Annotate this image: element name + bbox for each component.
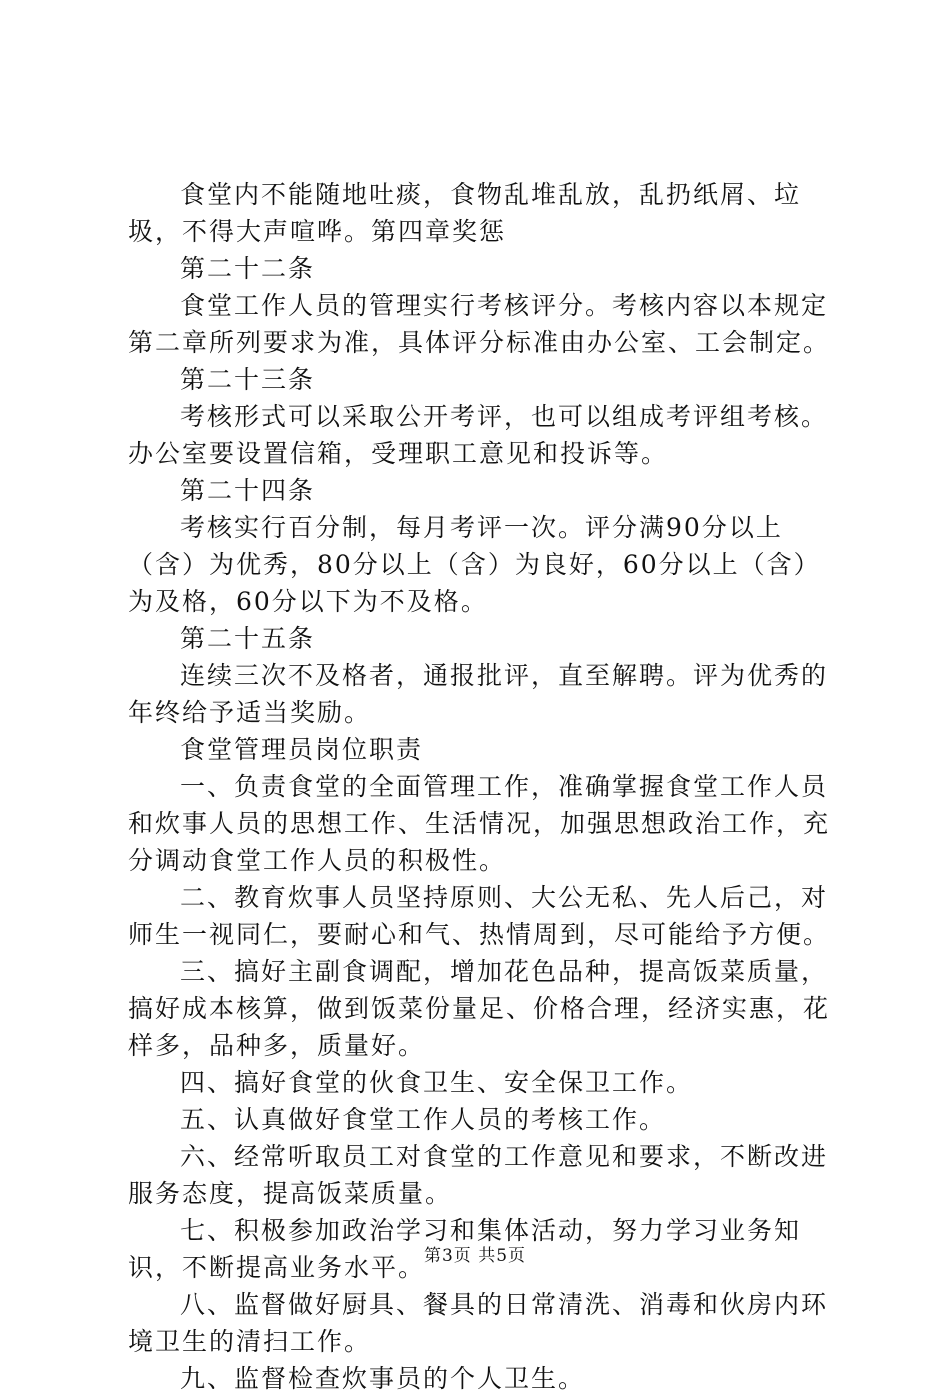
duty-item: 七、积极参加政治学习和集体活动，努力学习业务知识，不断提高业务水平。 <box>128 1216 802 1282</box>
duty-item: 五、认真做好食堂工作人员的考核工作。 <box>180 1105 667 1134</box>
document-body <box>128 176 834 1397</box>
section-heading: 食堂管理员岗位职责 <box>180 735 424 764</box>
paragraph: 食堂内不能随地吐痰，食物乱堆乱放，乱扔纸屑、垃圾，不得大声喧哗。第四章奖惩 <box>128 180 802 246</box>
duty-item: 六、经常听取员工对食堂的工作意见和要求，不断改进服务态度，提高饭菜质量。 <box>128 1142 829 1208</box>
duty-item: 一、负责食堂的全面管理工作，准确掌握食堂工作人员和炊事人员的思想工作、生活情况，加强思想政治工作，充分调动食堂工作人员的积极性。 <box>128 772 831 875</box>
paragraph: 食堂工作人员的管理实行考核评分。考核内容以本规定第二章所列要求为准，具体评分标准由办公室、工会制定。 <box>128 291 831 357</box>
duty-item: 八、监督做好厨具、餐具的日常清洗、消毒和伙房内环境卫生的清扫工作。 <box>128 1290 829 1356</box>
article-heading: 第二十三条 <box>180 365 316 394</box>
duty-item: 四、搞好食堂的伙食卫生、安全保卫工作。 <box>180 1068 694 1097</box>
article-heading: 第二十四条 <box>180 476 316 505</box>
duty-item: 三、搞好主副食调配，增加花色品种，提高饭菜质量，搞好成本核算，做到饭菜份量足、价格合理，经济实惠，花样多，品种多，质量好。 <box>128 957 831 1060</box>
duty-item: 二、教育炊事人员坚持原则、大公无私、先人后己，对师生一视同仁，要耐心和气、热情周到，尽可能给予方便。 <box>128 883 831 949</box>
page-number-footer: 第3页 共5页 <box>423 1246 527 1266</box>
paragraph: 考核实行百分制，每月考评一次。评分满90分以上（含）为优秀，80分以上（含）为良好，60分以上（含）为及格，60分以下为不及格。 <box>128 513 821 616</box>
duty-item: 九、监督检查炊事员的个人卫生。 <box>180 1364 586 1393</box>
article-heading: 第二十五条 <box>180 624 316 653</box>
paragraph: 连续三次不及格者，通报批评，直至解聘。评为优秀的年终给予适当奖励。 <box>128 661 829 727</box>
article-heading: 第二十二条 <box>180 254 316 283</box>
paragraph: 考核形式可以采取公开考评，也可以组成考评组考核。办公室要设置信箱，受理职工意见和投诉等。 <box>128 402 829 468</box>
